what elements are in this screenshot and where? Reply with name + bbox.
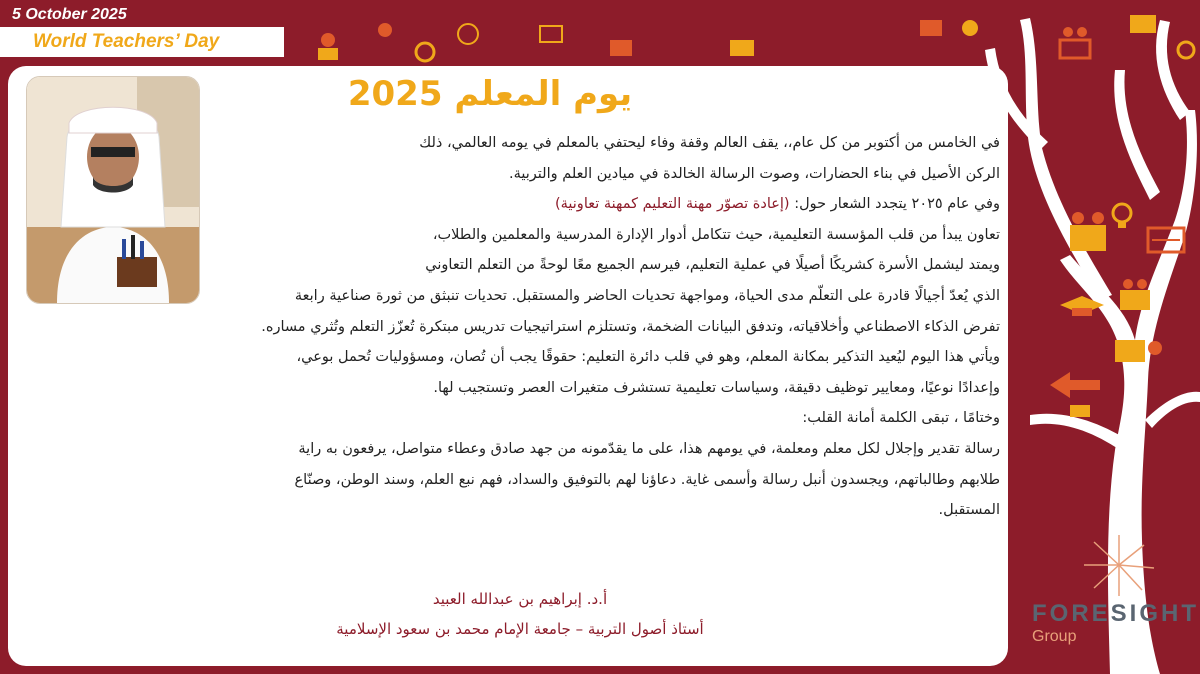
paragraph-line: طلابهم وطالباتهم، ويجسدون أنبل رسالة وأسمى غاية. دعاؤنا لهم بالتوفيق والسداد، فهم نبع العلم، وسند الوطن، وصنّاع	[294, 471, 1000, 488]
foresight-logo	[1024, 530, 1200, 650]
article-body	[30, 128, 1000, 526]
foresight-logo-mark	[1074, 530, 1164, 600]
theme-text: (إعادة تصوّر مهنة التعليم كمهنة تعاونية)	[554, 196, 790, 213]
logo-group: Group	[1032, 628, 1077, 645]
paragraph-line: تعاون يبدأ من قلب المؤسسة التعليمية، حيث تتكامل أدوار الإدارة المدرسية والمعلمين والطلاب،	[432, 226, 1000, 243]
presentation-icon	[1115, 340, 1162, 362]
author-position: أستاذ أصول التربية – جامعة الإمام محمد بن سعود الإسلامية	[336, 620, 704, 638]
paragraph-line: وختامًا ، تبقى الكلمة أمانة القلب:	[802, 410, 1000, 427]
date-label: 5 October 2025	[12, 6, 127, 23]
team-icon	[1060, 15, 1194, 58]
team-icon	[1120, 279, 1150, 310]
arrows-icon	[1050, 372, 1100, 417]
paragraph-line: رسالة تقدير وإجلال لكل معلم ومعلمة، في يومهم هذا، على ما يقدّمونه من جهد صادق وعطاء متواصل، يرفعون به راية	[298, 440, 1000, 457]
paragraph-line: المستقبل.	[938, 502, 1000, 519]
theme-prefix: وفي عام ٢٠٢٥ يتجدد الشعار حول:	[794, 196, 1000, 213]
team-icon	[1070, 212, 1106, 251]
author-name: أ.د. إبراهيم بن عبدالله العبيد	[432, 590, 608, 608]
paragraph-line: وإعدادًا نوعيًا، ومعايير توظيف دقيقة، وسياسات تعليمية تستشرف متغيرات العصر وتستجيب لها.	[433, 379, 1000, 396]
event-banner-label: World Teachers’ Day	[33, 31, 220, 52]
gear-icon	[318, 20, 978, 61]
paragraph-line: تفرض الذكاء الاصطناعي وأخلاقياته، وتدفق البيانات الضخمة، وتستلزم استراتيجيات تدريس مبتكرة تُعزّز التعلم وتُثري مساره.	[261, 318, 1000, 335]
paragraph-line: ويأتي هذا اليوم ليُعيد التذكير بمكانة المعلم، وهو في قلب دائرة التعليم: حقوقًا يجب أن تُصان، ومسؤوليات تُحمل بوعي،	[296, 349, 1000, 366]
paragraph-line: ويمتد ليشمل الأسرة كشريكًا أصيلًا في عملية التعليم، فيرسم الجميع معًا لوحةً من التعلم التعاوني	[425, 257, 1000, 274]
logo-name: FORESIGHT	[1032, 600, 1200, 627]
theme-line	[210, 189, 1000, 220]
paragraph-line: الذي يُعدّ أجيالًا قادرة على التعلّم مدى الحياة، ومواجهة تحديات الحاضر والمستقبل. تحديات تنبثق من ثورة صناعية رابعة	[294, 287, 1000, 304]
lightbulb-icon	[1113, 204, 1131, 228]
event-banner	[0, 27, 284, 57]
paragraph-line: في الخامس من أكتوبر من كل عام،، يقف العالم وقفة وفاء ليحتفي بالمعلم في يومه العالمي، ذلك	[419, 135, 1000, 151]
page-title: يوم المعلم 2025	[347, 74, 633, 114]
paragraph-line: الركن الأصيل في بناء الحضارات، وصوت الرسالة الخالدة في ميادين العلم والتربية.	[508, 165, 1000, 182]
